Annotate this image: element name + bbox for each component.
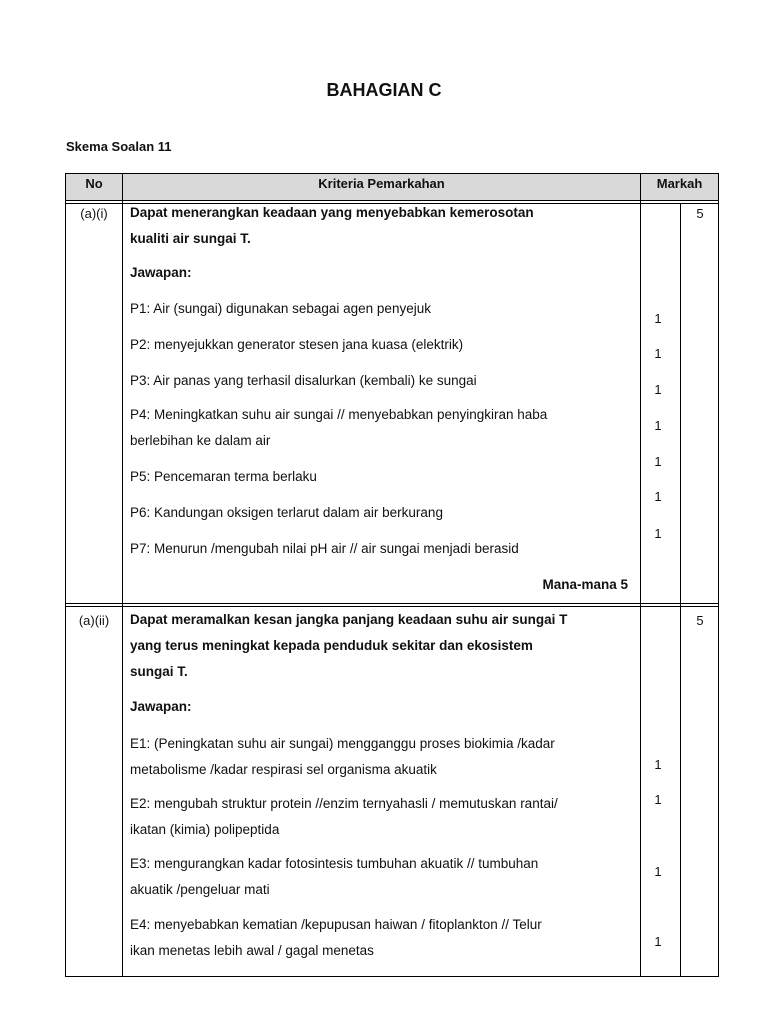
answer-point: P1: Air (sungai) digunakan sebagai agen penyejuk [130,301,431,316]
jawapan-label: Jawapan: [130,699,192,714]
criterion-intro: sungai T. [130,664,188,679]
table-border-right [718,173,719,977]
point-mark: 1 [654,489,662,504]
table-col-divider-3 [680,203,681,977]
table-border-top [65,173,719,174]
point-mark: 1 [654,311,662,326]
point-mark: 1 [654,864,662,879]
answer-point: E1: (Peningkatan suhu air sungai) mengganggu proses biokimia /kadar [130,736,555,751]
section-subtitle: Skema Soalan 11 [66,139,172,154]
criterion-intro: Dapat meramalkan kesan jangka panjang keadaan suhu air sungai T [130,612,568,627]
point-mark: 1 [654,418,662,433]
table-col-divider-2 [640,173,641,977]
answer-point: metabolisme /kadar respirasi sel organisma akuatik [130,762,437,777]
point-mark: 1 [654,346,662,361]
criterion-intro: kualiti air sungai T. [130,231,251,246]
answer-point: ikatan (kimia) polipeptida [130,822,280,837]
page-title: BAHAGIAN C [326,80,442,100]
answer-point: E2: mengubah struktur protein //enzim ternyahasli / memutuskan rantai/ [130,796,558,811]
header-markah: Markah [656,176,703,191]
header-kriteria: Kriteria Pemarkahan [318,176,445,191]
jawapan-label: Jawapan: [130,265,192,280]
answer-point: E4: menyebabkan kematian /kepupusan haiwan / fitoplankton // Telur [130,917,542,932]
answer-point: E3: mengurangkan kadar fotosintesis tumbuhan akuatik // tumbuhan [130,856,539,871]
table-border-bottom [65,976,719,977]
row-number: (a)(ii) [78,613,110,628]
point-mark: 1 [654,792,662,807]
answer-point: ikan menetas lebih awal / gagal menetas [130,943,374,958]
point-mark: 1 [654,934,662,949]
row-total-mark: 5 [696,613,704,628]
criterion-intro: yang terus meningkat kepada penduduk sekitar dan ekosistem [130,638,533,653]
answer-point: P7: Menurun /mengubah nilai pH air // air sungai menjadi berasid [130,541,519,556]
row-number: (a)(i) [80,206,108,221]
point-mark: 1 [654,526,662,541]
table-border-left [65,173,66,977]
header-no: No [85,176,103,191]
answer-point: P5: Pencemaran terma berlaku [130,469,317,484]
answer-point: akuatik /pengeluar mati [130,882,270,897]
answer-point: P4: Meningkatkan suhu air sungai // menyebabkan penyingkiran haba [130,407,548,422]
answer-point: P2: menyejukkan generator stesen jana kuasa (elektrik) [130,337,464,352]
row-total-mark: 5 [696,206,704,221]
criterion-intro: Dapat menerangkan keadaan yang menyebabkan kemerosotan [130,205,534,220]
table-row-divider [65,603,719,604]
answer-point: berlebihan ke dalam air [130,433,271,448]
point-mark: 1 [654,757,662,772]
point-mark: 1 [654,382,662,397]
point-mark: 1 [654,454,662,469]
any-five-note: Mana-mana 5 [542,577,628,592]
answer-point: P3: Air panas yang terhasil disalurkan (kembali) ke sungai [130,373,477,388]
answer-point: P6: Kandungan oksigen terlarut dalam air berkurang [130,505,443,520]
table-col-divider-1 [122,173,123,977]
